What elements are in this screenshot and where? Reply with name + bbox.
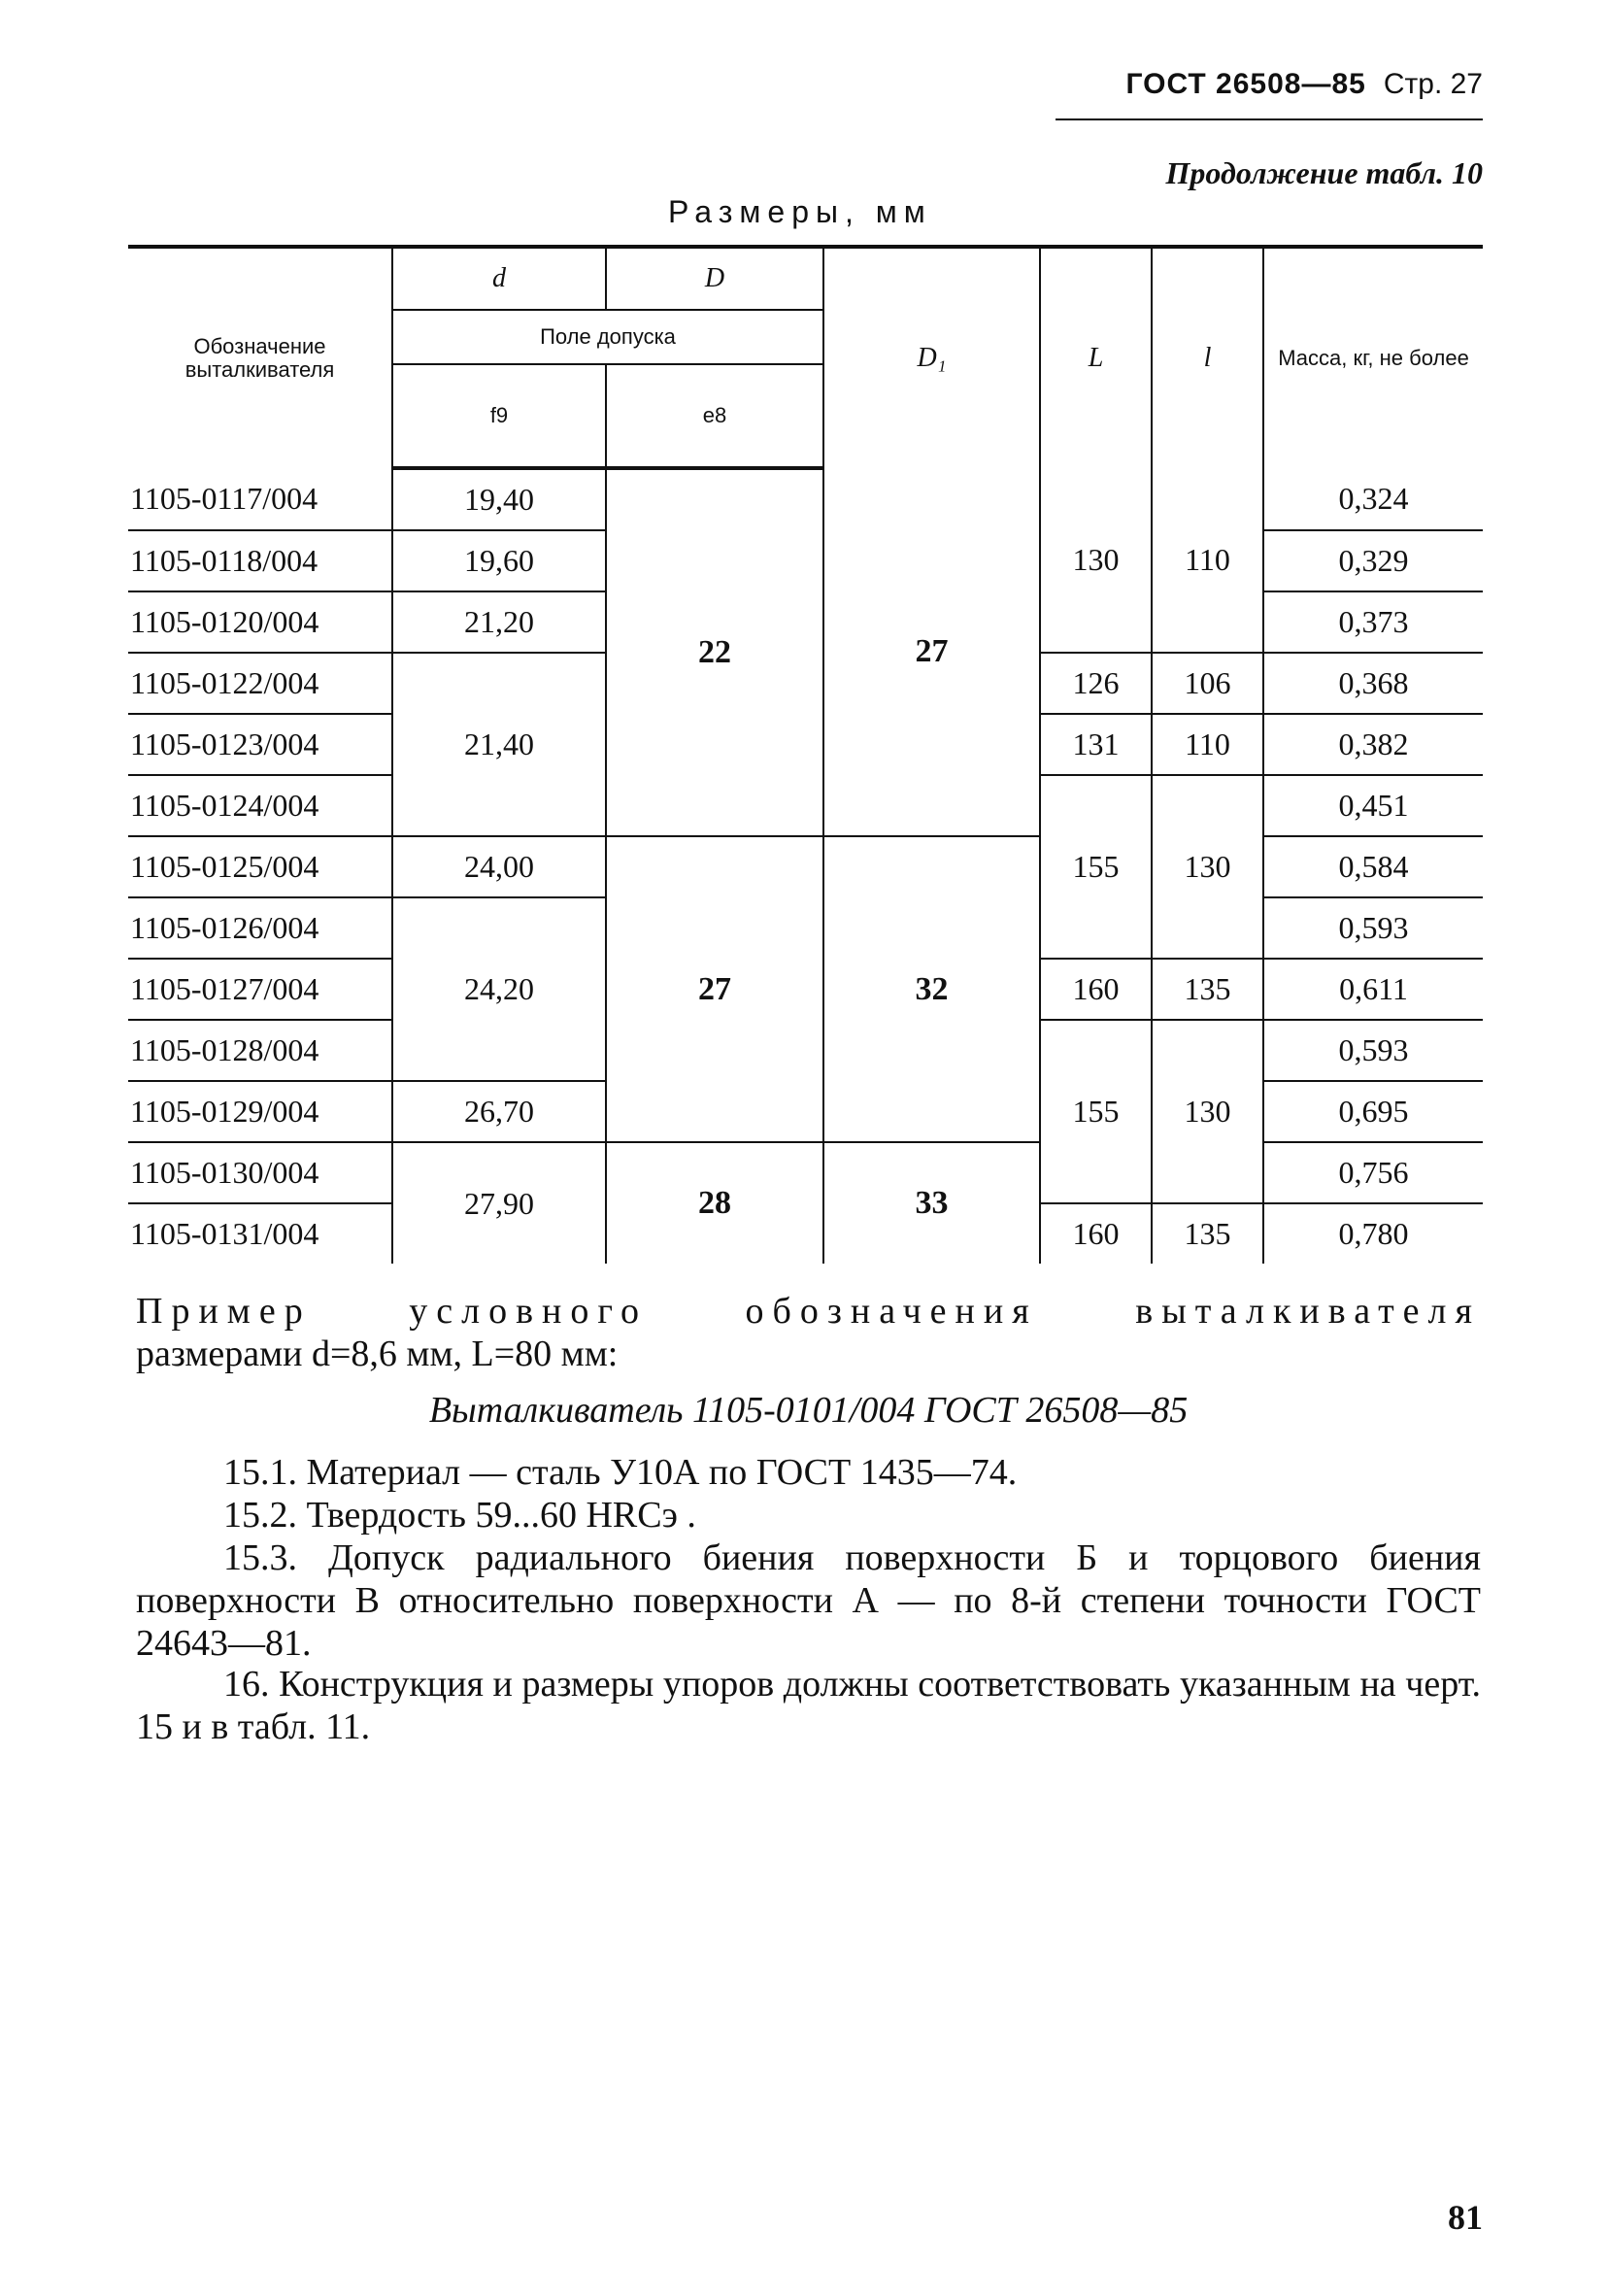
designation-cell: 1105-0129/004: [128, 1081, 392, 1142]
header-e8: e8: [606, 364, 823, 468]
l-cell: 110: [1152, 714, 1263, 775]
designation-cell: 1105-0118/004: [128, 530, 392, 591]
paragraph-15-2: 15.2. Твердость 59...60 HRCэ .: [223, 1495, 696, 1536]
d-cell: 24,00: [392, 836, 606, 897]
header-rule: [1056, 118, 1483, 120]
designation-cell: 1105-0128/004: [128, 1020, 392, 1081]
table-row: [128, 468, 1483, 530]
designation-cell: 1105-0127/004: [128, 959, 392, 1020]
l-cell: 130: [1152, 1020, 1263, 1203]
mass-cell: 0,593: [1263, 1020, 1483, 1081]
designation-cell: 1105-0130/004: [128, 1142, 392, 1203]
L-cell: 131: [1040, 714, 1152, 775]
L-cell: 160: [1040, 1203, 1152, 1264]
d-cell: 21,20: [392, 591, 606, 653]
mass-cell: 0,324: [1263, 468, 1483, 530]
example-designation: Выталкиватель 1105-0101/004 ГОСТ 26508—85: [428, 1390, 1189, 1431]
l-cell: 135: [1152, 959, 1263, 1020]
designation-cell: 1105-0123/004: [128, 714, 392, 775]
header-mass: Масса, кг, не более: [1263, 247, 1483, 468]
D-cell: 27: [606, 836, 823, 1142]
paragraph-15-3: 15.3. Допуск радиального биения поверхности Б и торцового биения поверхности В относительно поверхности А — по 8-й степени точности ГОСТ 24643—81.: [136, 1537, 1481, 1664]
D1-cell: 33: [823, 1142, 1040, 1264]
page-header: [1126, 68, 1483, 101]
designation-cell: 1105-0131/004: [130, 1216, 319, 1251]
units-label: Размеры, мм: [668, 194, 932, 229]
L-cell: 155: [1040, 775, 1152, 959]
table-row: [128, 836, 1483, 897]
standard-number: ГОСТ 26508—85: [1125, 68, 1366, 100]
d-cell: 26,70: [392, 1081, 606, 1142]
l-cell: 110: [1152, 468, 1263, 653]
designation-cell: 1105-0126/004: [128, 897, 392, 959]
table-row: [128, 1142, 1483, 1203]
table-continuation-label: Продолжение табл. 10: [1165, 155, 1483, 190]
d-cell: 21,40: [392, 653, 606, 836]
mass-cell: 0,593: [1263, 897, 1483, 959]
L-cell: 155: [1040, 1020, 1152, 1203]
header-L: L: [1040, 247, 1152, 468]
d-cell: 19,60: [392, 530, 606, 591]
header-tolerance-field: Поле допуска: [392, 310, 823, 364]
mass-cell: 0,780: [1263, 1203, 1483, 1264]
mass-cell: 0,756: [1263, 1142, 1483, 1203]
mass-cell: 0,368: [1263, 653, 1483, 714]
mass-cell: 0,329: [1263, 530, 1483, 591]
paragraph-15-1: 15.1. Материал — сталь У10А по ГОСТ 1435—74.: [223, 1452, 1018, 1493]
ejector-dimensions-table: [128, 245, 1483, 1264]
designation-cell: 1105-0124/004: [128, 775, 392, 836]
example-line-2: размерами d=8,6 мм, L=80 мм:: [136, 1334, 619, 1374]
example-line-1: Пример условного обозначения выталкивателя: [136, 1291, 1481, 1332]
header-D: D: [606, 247, 823, 310]
d-cell: 24,20: [392, 897, 606, 1081]
mass-cell: 0,611: [1263, 959, 1483, 1020]
header-l: l: [1152, 247, 1263, 468]
header-designation: Обозначение выталкивателя: [128, 247, 392, 468]
mass-cell: 0,451: [1263, 775, 1483, 836]
L-cell: 130: [1040, 468, 1152, 653]
L-cell: 160: [1040, 959, 1152, 1020]
designation-cell: 1105-0125/004: [128, 836, 392, 897]
paragraph-16: 16. Конструкция и размеры упоров должны соответствовать указанным на черт. 15 и в табл. 11.: [136, 1664, 1481, 1747]
header-f9: f9: [392, 364, 606, 468]
D-cell: 22: [606, 468, 823, 836]
D-cell: 28: [606, 1142, 823, 1264]
D1-cell: 27: [823, 468, 1040, 836]
mass-cell: 0,584: [1263, 836, 1483, 897]
l-cell: 106: [1152, 653, 1263, 714]
l-cell: 130: [1152, 775, 1263, 959]
mass-cell: 0,695: [1263, 1081, 1483, 1142]
D1-cell: 32: [823, 836, 1040, 1142]
page-number: 81: [1448, 2198, 1483, 2237]
designation-cell: 1105-0120/004: [128, 591, 392, 653]
page-label: Стр. 27: [1383, 68, 1483, 100]
designation-cell: 1105-0117/004: [128, 468, 392, 530]
designation-cell: 1105-0122/004: [128, 653, 392, 714]
header-d: d: [392, 247, 606, 310]
mass-cell: 0,373: [1263, 591, 1483, 653]
l-cell: 135: [1152, 1203, 1263, 1264]
d-cell: 19,40: [392, 468, 606, 530]
L-cell: 126: [1040, 653, 1152, 714]
d-cell: 27,90: [392, 1142, 606, 1264]
mass-cell: 0,382: [1263, 714, 1483, 775]
header-D1: D₁: [823, 247, 1040, 468]
